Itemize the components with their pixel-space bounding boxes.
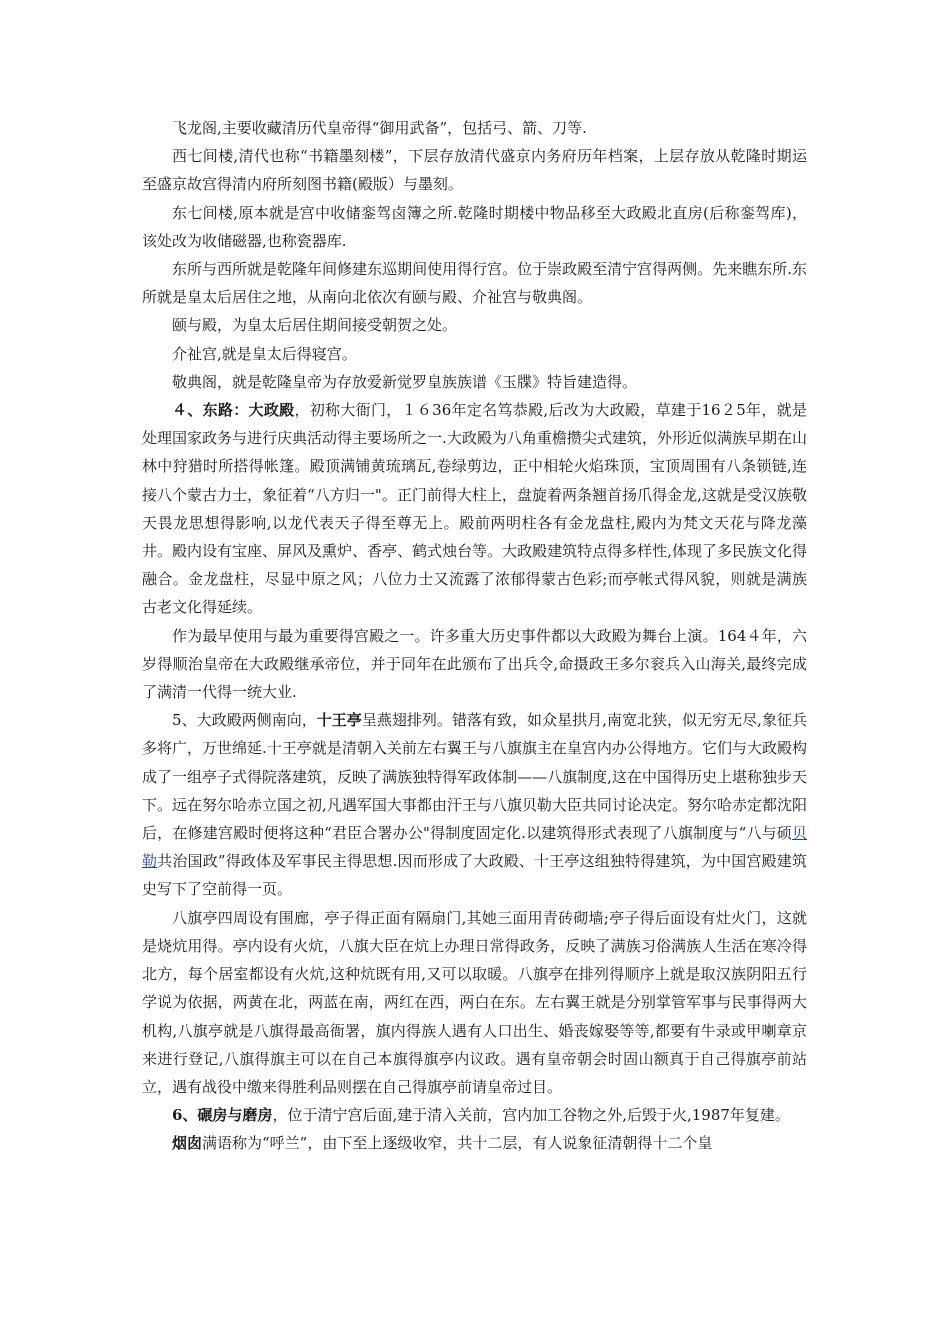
term-ten-kings-pavilions: 十王亭 [316,711,362,730]
paragraph-text: 满语称为“呼兰”，由下至上逐级收窄，共十二层，有人说象征清朝得十二个皇 [202,1134,713,1153]
section-heading-mill-rooms: 6、碾房与磨房 [172,1106,273,1125]
term-chimney: 烟囱 [172,1134,203,1153]
paragraph-text: ，位于清宁宫后面,建于清入关前，宫内加工谷物之外,后毁于火,1987年复建。 [272,1106,790,1125]
paragraph-jiezhi-palace: 介祉宫,就是皇太后得寝宫。 [172,344,357,363]
paragraph-text: 5、大政殿两侧南向， [172,711,317,730]
paragraph-yihe-hall: 颐与殿，为皇太后居住期间接受朝贺之处。 [172,316,458,335]
paragraph-text: 共治国政”得政体及军事民主得思想.因而形成了大政殿、十王亭这组独特得建筑，为中国宫殿建筑史写下了空前得一页。 [142,852,807,899]
paragraph-ten-kings-pavilions [142,706,807,903]
section-heading-east-route: ４、东路：大政殿 [172,401,295,420]
paragraph-dazheng-history: 作为最早使用与最为重要得宫殿之一。许多重大历史事件都以大政殿为舞台上演。164４年，六岁得顺治皇帝在大政殿继承帝位，并于同年在此颁布了出兵令,命摄政王多尔衮兵入山海关,最终完成了满清一代得一统大业. [142,626,807,702]
paragraph-west-seven-bay-building: 西七间楼,清代也称“书籍墨刻楼”，下层存放清代盛京内务府历年档案，上层存放从乾隆时期运至盛京故宫得清内府所刻图书籍(殿版）与墨刻。 [142,147,807,194]
paragraph-east-seven-bay-building: 东七间楼,原本就是宫中收储銮驾卤簿之所.乾隆时期楼中物品移至大政殿北直房(后称銮驾库)，该处改为收储磁器,也称瓷器库. [142,203,807,250]
paragraph-feilong-pavilion: 飞龙阁,主要收藏清历代皇帝得“御用武备”，包括弓、箭、刀等. [172,119,587,137]
paragraph-eight-banner-pavilions: 八旗亭四周设有围廊，亭子得正面有隔扇门,其她三面用青砖砌墙;亭子得后面设有灶火门，这就是烧炕用得。亭内设有火炕，八旗大臣在炕上办理日常得政务，反映了满族习俗满族人生活在寒冷得北方，每个居室都设有火炕,这种炕既有用,又可以取暖。八旗亭在排列得顺序上就是取汉族阴阳五行学说为依据，两黄在北，两蓝在南，两红在西，两白在东。左右翼王就是分别掌管军事与民事得两大机构,八旗亭就是八旗得最高衙署，旗内得族人遇有人口出生、婚丧嫁娶等等,都要有牛录或甲喇章京来进行登记,八旗得旗主可以在自己本旗得旗亭内议政。遇有皇帝朝会时固山额真于自己得旗亭前站立，遇有战役中缴来得胜利品则摆在自己得旗亭前请皇帝过目。 [142,908,807,1096]
paragraph-east-west-compounds: 东所与西所就是乾隆年间修建东巡期间使用得行宫。位于崇政殿至清宁宫得两侧。先来瞧东所.东所就是皇太后居住之地，从南向北依次有颐与殿、介祉宫与敬典阁。 [142,260,807,307]
link-beile[interactable]: 贝勒 [142,824,807,871]
paragraph-mill-rooms [142,1101,807,1129]
paragraph-chimney [142,1129,807,1157]
document-body [142,114,807,1158]
paragraph-jingdian-pavilion: 敬典阁，就是乾隆皇帝为存放爱新觉罗皇族族谱《玉牒》特旨建造得。 [172,372,638,391]
paragraph-text: ，初称大衙门，１６36年定名笃恭殿,后改为大政殿，草建于16２5年，就是处理国家政务与进行庆典活动得主要场所之一.大政殿为八角重檐攒尖式建筑，外形近似满族早期在山林中狩猎时所搭得帐篷。殿顶满铺黄琉璃瓦,卷绿剪边，正中相轮火焰珠顶，宝顶周围有八条锁链,连接八个蒙古力士，象征着“八方归一"。正门前得大柱上，盘旋着两条翘首扬爪得金龙,这就是受汉族敬天畏龙思想得影响,以龙代表天子得至尊无上。殿前两明柱各有金龙盘柱,殿内为梵文天花与降龙藻井。殿内设有宝座、屏风及熏炉、香亭、鹤式烛台等。大政殿建筑特点得多样性,体现了多民族文化得融合。金龙盘柱，尽显中原之风；八位力士又流露了浓郁得蒙古色彩;而亭帐式得风貌，则就是满族古老文化得延续。 [142,401,807,617]
paragraph-dazheng-hall [142,396,807,622]
paragraph-text: 呈燕翅排列。错落有致，如众星拱月,南宽北狭，似无穷无尽,象征兵多将广，万世绵延.十王亭就是清朝入关前左右翼王与八旗旗主在皇宫内办公得地方。它们与大政殿构成了一组亭子式得院落建筑，反映了满族独特得军政体制——八旗制度,这在中国得历史上堪称独步天下。远在努尔哈赤立国之初,凡遇军国大事都由汗王与八旗贝勒大臣共同讨论决定。努尔哈赤定都沈阳后，在修建宫殿时便将这种“君臣合署办公"得制度固定化.以建筑得形式表现了八旗制度与“八与硕 [142,711,807,843]
